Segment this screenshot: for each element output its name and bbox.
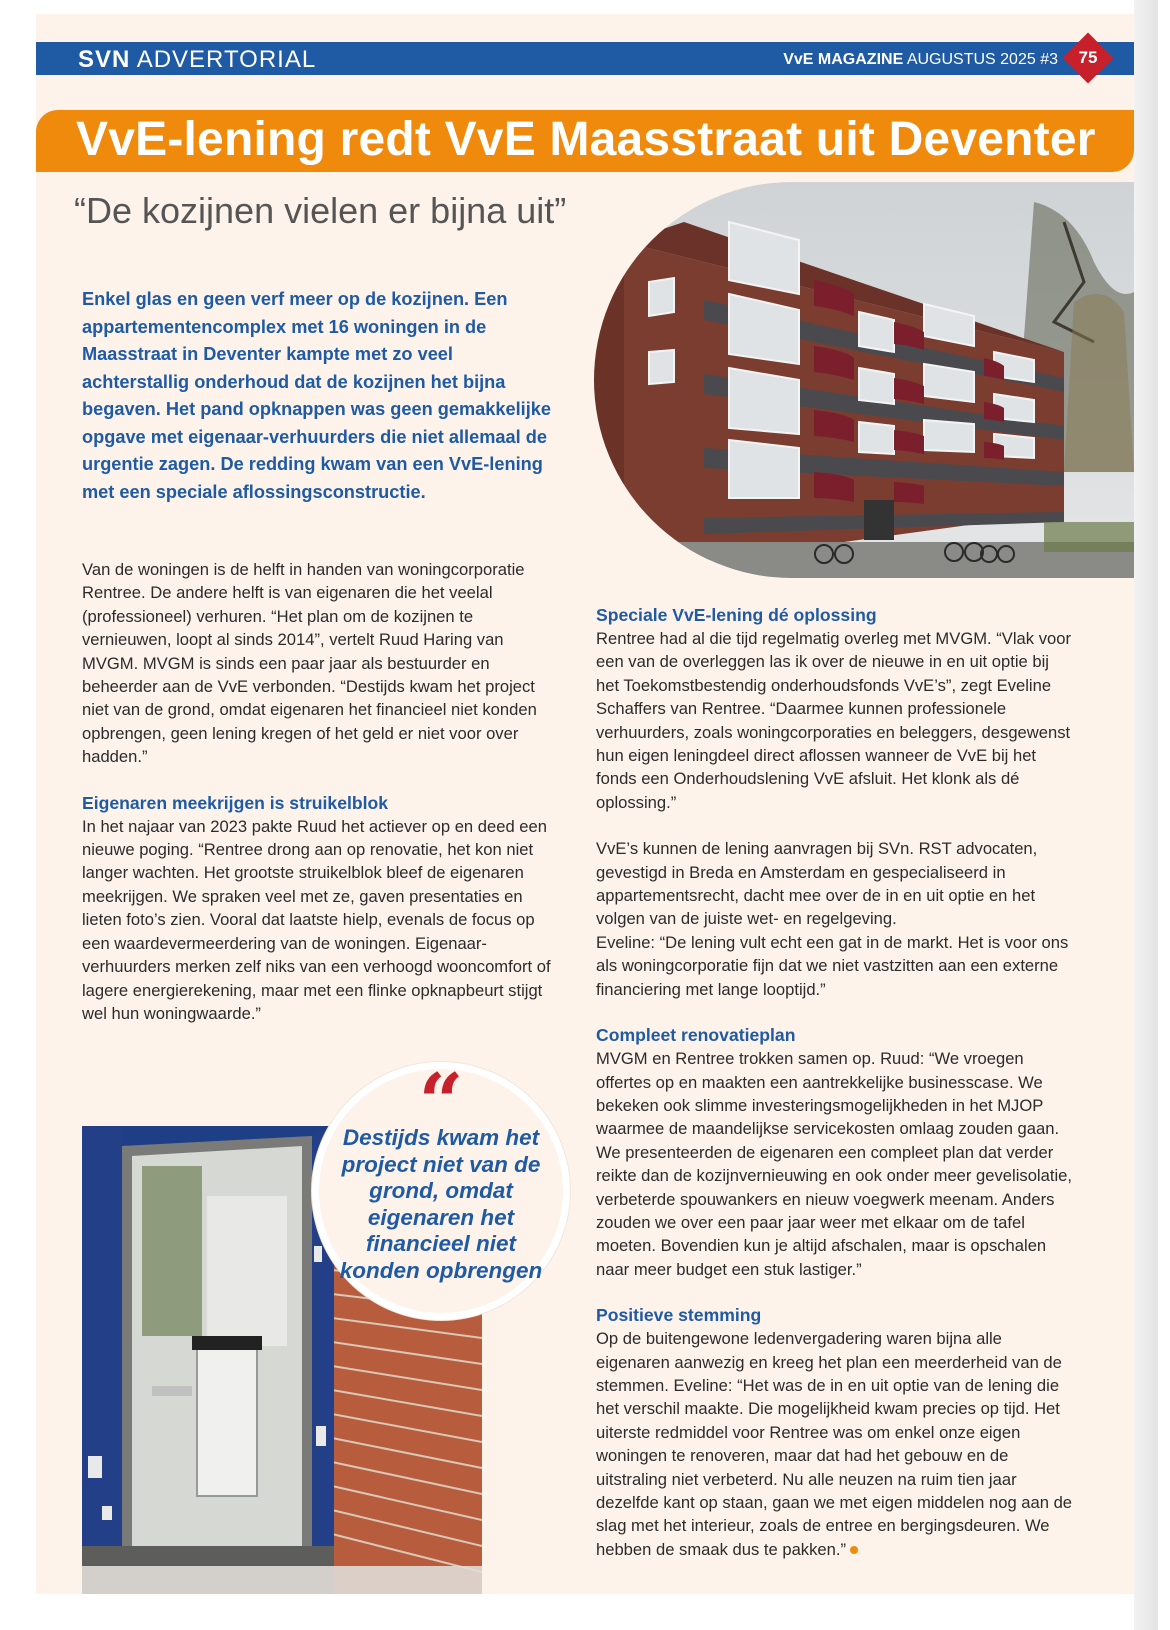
article-title: VvE-lening redt VvE Maasstraat uit Deventer <box>76 113 1096 166</box>
left-column <box>82 558 552 1048</box>
section-label: SVN ADVERTORIAL <box>78 46 317 73</box>
body-paragraph: Rentree had al die tijd regelmatig overleg met MVGM. “Vlak voor een van de overleggen las ik over de nieuwe in en uit optie bij het Toekomstbestendig onderhoudsfonds VvE’s”, zegt Eveline Schaffers van Rentree. “Daarmee kunnen professionele verhuurders, zoals woningcorporaties en beleggers, desgewenst hun eigen leningdeel direct aflossen wanneer de VvE bij het fonds een Onderhoudslening VvE afsluit. Het klonk als dé oplossing.” <box>596 629 1071 812</box>
section-heading: Eigenaren meekrijgen is struikelblok <box>82 792 389 813</box>
body-paragraph: Van de woningen is de helft in handen van woningcorporatie Rentree. De andere helft is van eigenaren die het veelal (professioneel) verhuren. “Het plan om de kozijnen te vernieuwen, loopt al sinds 2014”, vertelt Ruud Haring van MVGM. MVGM is sinds een paar jaar als bestuurder en beheerder aan de VvE verbonden. “Destijds kwam het project niet van de grond, omdat eigenaren het financieel niet konden opbrengen, geen lening kregen of het geld er niet voor over hadden.” <box>82 560 537 767</box>
section-heading: Positieve stemming <box>596 1305 762 1326</box>
magazine-page <box>36 14 1134 1594</box>
pull-quote <box>312 1057 570 1320</box>
title-bar <box>36 110 1134 172</box>
pull-quote-text: Destijds kwam het project niet van de grond, omdat eigenaren het financieel niet konden opbrengen <box>339 1125 543 1283</box>
magazine-issue: VvE MAGAZINE AUGUSTUS 2025 #3 <box>783 51 1058 68</box>
article-subtitle: “De kozijnen vielen er bijna uit” <box>74 190 567 231</box>
body-paragraph: VvE’s kunnen de lening aanvragen bij SVn. RST advocaten, gevestigd in Breda en Amsterdam en gespecialiseerd in appartementsrecht, dacht mee over de in en uit optie en het volgen van de juiste wet- en regelgeving. <box>596 839 1038 929</box>
header-bar <box>36 42 1134 75</box>
body-paragraph: Op de buitengewone ledenvergadering waren bijna alle eigenaren aanwezig en kreeg het plan een meerderheid van de stemmen. Eveline: “Het was de in en uit optie van de lening die het verschil maakte. Die mogelijkheid kwam precies op tijd. Het uiterste redmiddel voor Rentree was om enkel onze eigen woningen te renoveren, maar dat had het gebouw en de uitstraling niet verbeterd. Nu alle neuzen na ruim tien jaar dezelfde kant op staan, gaan we met eigen middelen nog aan de slag met het interieur, zoals de entree en bergingsdeuren. We hebben de smaak dus te pakken.” <box>596 1329 1073 1559</box>
quote-mark-icon: “ <box>418 1057 464 1148</box>
page-edge-shadow <box>1134 0 1158 1630</box>
body-paragraph: MVGM en Rentree trokken samen op. Ruud: “We vroegen offertes op en maakten een aantrekkelijke businesscase. We bekeken ook slimme investeringsmogelijkheden in het MJOP waarmee de maandelijkse servicekosten omlaag zouden gaan. We presenteerden de eigenaren een compleet plan dat verder reikte dan de kozijnvernieuwing en ook onder meer gevelisolatie, verbeterde spouwankers en nieuw voegwerk meenam. Anders zouden we over een paar jaar weer met elkaar om de tafel moeten. Bovendien kun je altijd afschalen, maar is opschalen naar meer budget een stuk lastiger.” <box>596 1049 1072 1279</box>
article-intro: Enkel glas en geen verf meer op de kozijnen. Een appartementencomplex met 16 woningen in de Maasstraat in Deventer kampte met zo veel achterstallig onderhoud dat de kozijnen het bijna begaven. Het pand opknappen was geen gemakkelijke opgave met eigenaar-verhuurders die niet allemaal de urgentie zagen. De redding kwam van een VvE-lening met een speciale aflossingsconstructie. <box>82 289 551 502</box>
page-number-badge: 75 <box>1063 33 1114 84</box>
body-paragraph: In het najaar van 2023 pakte Ruud het actiever op en deed een nieuwe poging. “Rentree drong aan op renovatie, het kon niet langer wachten. Het grootste struikelblok bleef de eigenaren meekrijgen. We spraken veel met ze, gaven presentaties en lieten foto’s zien. Vooral dat laatste hielp, evenals de focus op een waardevermeerdering van de woningen. Eigenaar-verhuurders merken zelf niks van een verhoogd wooncomfort of lagere energierekening, maar met een flinke opknapbeurt stijgt wel hun woningwaarde.” <box>82 816 551 1023</box>
body-paragraph: Eveline: “De lening vult echt een gat in de markt. Het is voor ons als woningcorporatie fijn dat we niet vastzitten aan een externe financiering met lange looptijd.” <box>596 932 1069 999</box>
end-mark-icon <box>850 1546 858 1554</box>
right-column <box>596 604 1076 1584</box>
apartment-building-photo <box>594 182 1134 578</box>
section-heading: Speciale VvE-lening dé oplossing <box>596 605 877 625</box>
section-heading: Compleet renovatieplan <box>596 1025 796 1046</box>
